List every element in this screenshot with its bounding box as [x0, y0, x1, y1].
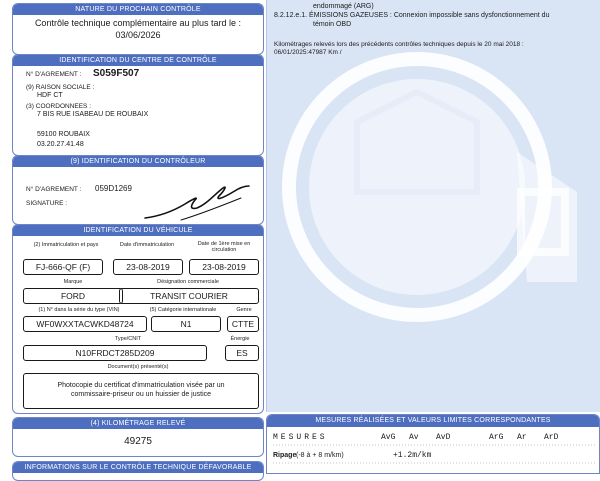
next-control-header: NATURE DU PROCHAIN CONTRÔLE: [13, 4, 263, 15]
genre-box: CTTE: [227, 316, 259, 332]
unfavorable-info-header: INFORMATIONS SUR LE CONTRÔLE TECHNIQUE DÉFAVORABLE: [13, 462, 263, 473]
defect-line-2: témoin OBD: [313, 21, 352, 28]
mileage-value: 49275: [124, 436, 152, 447]
column-ar: Ar: [517, 433, 527, 442]
measures-header: MESURES RÉALISÉES ET VALEURS LIMITES CORRESPONDANTES: [267, 415, 599, 427]
vehicle-identification-card: [12, 224, 264, 414]
documents-box: Photocopie du certificat d'immatriculation visée par un commissaire-priseur ou un huissier de justice: [23, 373, 259, 409]
column-avg: AvG: [381, 433, 396, 442]
next-control-date: 03/06/2026: [115, 30, 161, 40]
column-av: Av: [409, 433, 419, 442]
caption-energie: Énergie: [230, 336, 250, 342]
defect-line-1: 8.2.12.e.1. ÉMISSIONS GAZEUSES : Connexion impossible sans dysfonctionnement du: [274, 12, 550, 19]
marque-box: FORD: [23, 288, 123, 304]
measures-dotted-lines: [267, 443, 600, 473]
ripage-limits: (-8 à + 8 m/km): [296, 452, 344, 459]
designation-box: TRANSIT COURIER: [119, 288, 259, 304]
next-control-line1: Contrôle technique complémentaire au plus tard le :: [34, 18, 242, 28]
right-panel: [266, 0, 600, 412]
date-immatriculation-box: 23-08-2019: [113, 259, 183, 275]
km-history-line2: 06/01/2025:47987 Km /: [274, 49, 342, 56]
ripage-value: +1.2m/km: [393, 451, 432, 460]
caption-vin: (1) N° dans la série du type (VIN): [38, 307, 120, 313]
column-ard: ArD: [544, 433, 559, 442]
caption-designation: Désignation commerciale: [157, 279, 219, 285]
km-history-line1: Kilométrages relevés lors des précédents contrôles techniques depuis le 20 mai 2018 :: [274, 41, 524, 48]
vin-box: WF0WXXTACWKD48724: [23, 316, 147, 332]
watermark-logo-icon: [277, 42, 597, 332]
ripage-label: Ripage: [273, 452, 297, 459]
center-raison-label: (9) RAISON SOCIALE :: [26, 84, 95, 91]
controller-identification-card: [12, 155, 264, 225]
caption-type-cnit: Type/CNIT: [114, 336, 142, 342]
categorie-box: N1: [151, 316, 221, 332]
caption-immatriculation: (2) Immatriculation et pays: [33, 242, 99, 248]
vehicle-identification-header: IDENTIFICATION DU VÉHICULE: [13, 225, 263, 236]
measures-title: MESURES: [273, 433, 328, 442]
energie-box: ES: [225, 345, 259, 361]
center-identification-card: [12, 54, 264, 156]
caption-date-first-circulation: Date de 1ère mise en circulation: [197, 241, 251, 253]
mileage-header: (4) KILOMÉTRAGE RELEVÉ: [13, 418, 263, 429]
mileage-card: [12, 417, 264, 457]
controller-identification-header: (9) IDENTIFICATION DU CONTRÔLEUR: [13, 156, 263, 167]
immatriculation-box: FJ-666-QF (F): [23, 259, 103, 275]
measures-card: [266, 414, 600, 474]
caption-date-immatriculation: Date d'immatriculation: [119, 242, 175, 248]
center-raison-value: HDF CT: [37, 92, 63, 99]
controller-signature-label: SIGNATURE :: [26, 200, 68, 207]
center-agrement-value: S059F507: [93, 68, 140, 79]
center-agrement-label: N° D'AGREMENT :: [26, 71, 82, 78]
caption-categorie: (5) Catégorie internationale: [149, 307, 217, 313]
date-first-circulation-box: 23-08-2019: [189, 259, 259, 275]
caption-genre: Genre: [236, 307, 252, 313]
caption-marque: Marque: [63, 279, 83, 285]
controller-agrement-label: N° D'AGREMENT :: [26, 186, 82, 193]
center-address-line1: 7 BIS RUE ISABEAU DE ROUBAIX: [37, 111, 149, 118]
controller-agrement-value: 059D1269: [95, 184, 132, 193]
center-phone: 03.20.27.41.48: [37, 141, 84, 148]
caption-documents: Document(s) présenté(s): [107, 364, 169, 370]
controller-signature-image: [141, 180, 253, 222]
center-identification-header: IDENTIFICATION DU CENTRE DE CONTRÔLE: [13, 55, 263, 66]
next-control-card: [12, 3, 264, 55]
unfavorable-info-card: [12, 461, 264, 481]
center-coordinates-label: (3) COORDONNEES :: [26, 103, 92, 110]
column-arg: ArG: [489, 433, 504, 442]
type-cnit-box: N10FRDCT285D209: [23, 345, 207, 361]
column-avd: AvD: [436, 433, 451, 442]
defect-line-0: endommagé (ARG): [313, 3, 374, 10]
center-address-line2: 59100 ROUBAIX: [37, 131, 90, 138]
